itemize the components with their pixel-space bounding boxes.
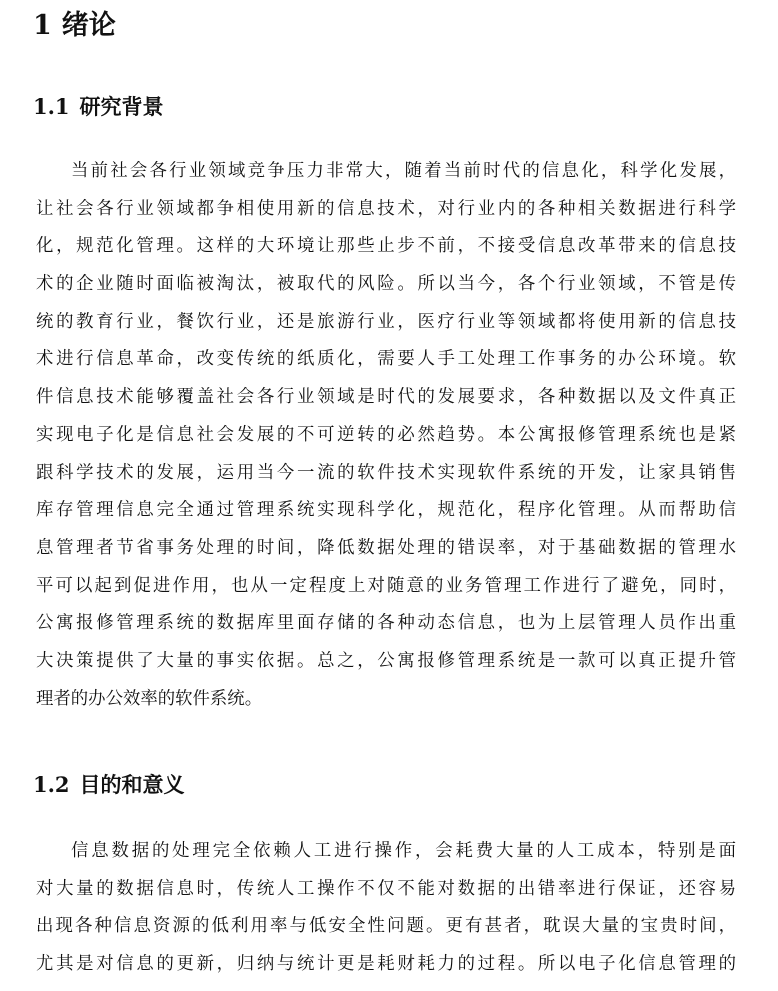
paragraph-line: 息管理者节省事务处理的时间，降低数据处理的错误率，对于基础数据的管理水 xyxy=(36,537,736,558)
paragraph-line: 对大量的数据信息时，传统人工操作不仅不能对数据的出错率进行保证，还容易 xyxy=(36,878,736,899)
chapter-heading xyxy=(33,8,116,44)
paragraph-line: 理者的办公效率的软件系统。 xyxy=(36,688,263,709)
section-number: 1.2 xyxy=(33,772,70,797)
section-number: 1.1 xyxy=(33,94,70,119)
paragraph-line: 大决策提供了大量的事实依据。总之，公寓报修管理系统是一款可以真正提升管 xyxy=(36,650,736,671)
paragraph-line: 库存管理信息完全通过管理系统实现科学化，规范化，程序化管理。从而帮助信 xyxy=(36,500,736,521)
paragraph-line: 跟科学技术的发展，运用当今一流的软件技术实现软件系统的开发，让家具销售 xyxy=(36,462,736,483)
paragraph-line: 件信息技术能够覆盖社会各行业领域是时代的发展要求，各种数据以及文件真正 xyxy=(36,387,736,408)
chapter-number: 1 xyxy=(33,10,52,41)
paragraph-line: 信息数据的处理完全依赖人工进行操作，会耗费大量的人工成本，特别是面 xyxy=(71,841,736,861)
paragraph-line: 公寓报修管理系统的数据库里面存储的各种动态信息，也为上层管理人员作出重 xyxy=(36,613,736,634)
purpose-paragraph xyxy=(36,833,736,984)
paragraph-line: 让社会各行业领域都争相使用新的信息技术，对行业内的各种相关数据进行科学 xyxy=(36,198,736,219)
paragraph-line: 化，规范化管理。这样的大环境让那些止步不前，不接受信息改革带来的信息技 xyxy=(36,236,736,257)
paragraph-line: 术进行信息革命，改变传统的纸质化，需要人手工处理工作事务的办公环境。软 xyxy=(36,349,736,370)
background-paragraph xyxy=(36,153,736,718)
paragraph-line: 当前社会各行业领域竞争压力非常大，随着当前时代的信息化，科学化发展， xyxy=(71,161,736,181)
paragraph-line: 统的教育行业，餐饮行业，还是旅游行业，医疗行业等领域都将使用新的信息技 xyxy=(36,311,736,332)
paragraph-line: 平可以起到促进作用，也从一定程度上对随意的业务管理工作进行了避免，同时， xyxy=(36,575,736,596)
paragraph-line: 出现各种信息资源的低利用率与低安全性问题。更有甚者，耽误大量的宝贵时间， xyxy=(36,916,736,937)
paragraph-line: 实现电子化是信息社会发展的不可逆转的必然趋势。本公寓报修管理系统也是紧 xyxy=(36,424,736,445)
paragraph-line: 术的企业随时面临被淘汰，被取代的风险。所以当今，各个行业领域，不管是传 xyxy=(36,274,736,295)
section-heading-purpose xyxy=(33,770,185,800)
paragraph-line: 尤其是对信息的更新，归纳与统计更是耗财耗力的过程。所以电子化信息管理的 xyxy=(36,954,736,975)
section-title: 研究背景 xyxy=(79,94,164,119)
chapter-title: 绪论 xyxy=(61,10,116,41)
section-heading-background xyxy=(33,92,164,122)
section-title: 目的和意义 xyxy=(79,772,185,797)
